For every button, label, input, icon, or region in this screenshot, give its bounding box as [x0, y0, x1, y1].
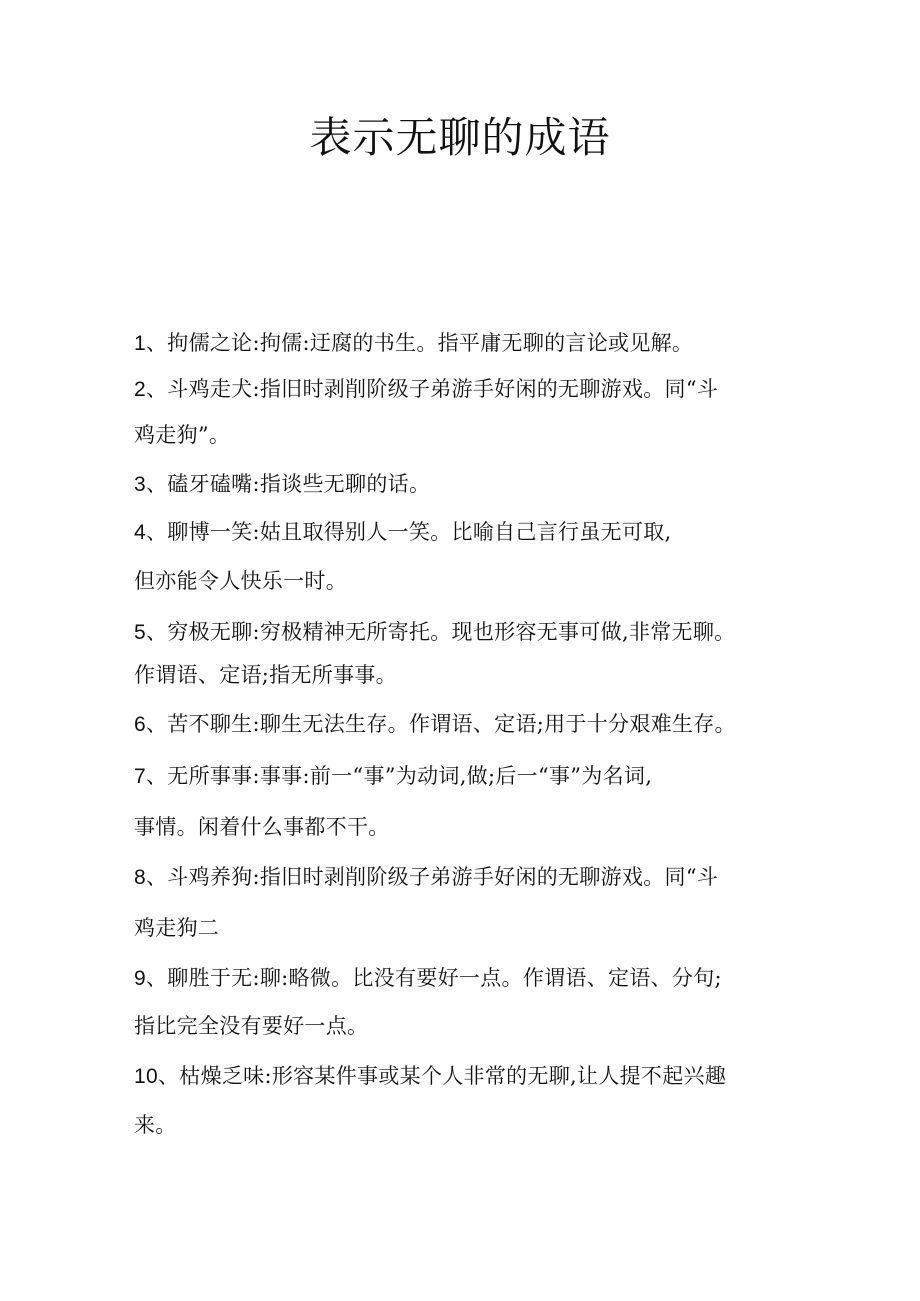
idiom-line-7: [134, 761, 814, 792]
idiom-text: 鸡走狗二: [134, 916, 220, 940]
idiom-text: 、无所事事:事事:前一“事”为动词,做;后一“事”为名词,: [145, 764, 653, 788]
idiom-text: 但亦能令人快乐一时。: [134, 569, 347, 593]
idiom-number: 7: [134, 765, 146, 788]
idiom-text: 、苦不聊生:聊生无法生存。作谓语、定语;用于十分艰难生存。: [145, 712, 736, 736]
idiom-text: 、磕牙磕嘴:指谈些无聊的话。: [145, 472, 431, 496]
idiom-line-8: [134, 862, 814, 893]
idiom-number: 4: [134, 521, 146, 544]
idiom-line-5: [134, 617, 814, 648]
idiom-text: 、穷极无聊:穷极精神无所寄托。现也形容无事可做,非常无聊。: [145, 620, 736, 644]
idiom-text: 鸡走狗”。: [134, 423, 231, 447]
document-title: 表示无聊的成语: [309, 113, 611, 162]
idiom-line-2: [134, 374, 814, 405]
idiom-text: 指比完全没有要好一点。: [134, 1014, 369, 1038]
idiom-line-8-cont: [134, 913, 814, 943]
idiom-line-7-cont: [134, 812, 814, 842]
idiom-text: 、枯燥乏味:形容某件事或某个人非常的无聊,让人提不起兴趣: [157, 1064, 727, 1088]
idiom-number: 8: [134, 866, 146, 889]
idiom-number: 10: [134, 1065, 158, 1088]
idiom-line-5-cont: [134, 660, 814, 690]
idiom-line-4: [134, 517, 814, 548]
idiom-text: 事情。闲着什么事都不干。: [134, 815, 390, 839]
idiom-text: 、斗鸡养狗:指旧时剥削阶级子弟游手好闲的无聊游戏。同“斗: [145, 865, 719, 889]
idiom-number: 6: [134, 713, 146, 736]
idiom-text: 、斗鸡走犬:指旧时剥削阶级子弟游手好闲的无聊游戏。同“斗: [145, 377, 719, 401]
idiom-text: 、聊胜于无:聊:略微。比没有要好一点。作谓语、定语、分句;: [145, 966, 722, 990]
idiom-number: 2: [134, 378, 146, 401]
idiom-line-10-cont: [134, 1110, 814, 1140]
idiom-line-1: [134, 328, 814, 359]
idiom-text: 、拘儒之论:拘儒:迂腐的书生。指平庸无聊的言论或见解。: [145, 331, 694, 355]
idiom-line-2-cont: [134, 420, 814, 450]
idiom-number: 1: [134, 332, 146, 355]
idiom-line-9: [134, 963, 814, 994]
idiom-number: 5: [134, 621, 146, 644]
idiom-line-10: [134, 1061, 814, 1092]
idiom-line-4-cont: [134, 566, 814, 596]
idiom-text: 作谓语、定语;指无所事事。: [134, 663, 397, 687]
idiom-line-3: [134, 469, 814, 500]
idiom-text: 、聊博一笑:姑且取得别人一笑。比喻自己言行虽无可取,: [145, 520, 672, 544]
idiom-text: 来。: [134, 1113, 177, 1137]
idiom-number: 3: [134, 473, 146, 496]
idiom-number: 9: [134, 967, 146, 990]
idiom-line-9-cont: [134, 1011, 814, 1041]
idiom-line-6: [134, 709, 814, 740]
